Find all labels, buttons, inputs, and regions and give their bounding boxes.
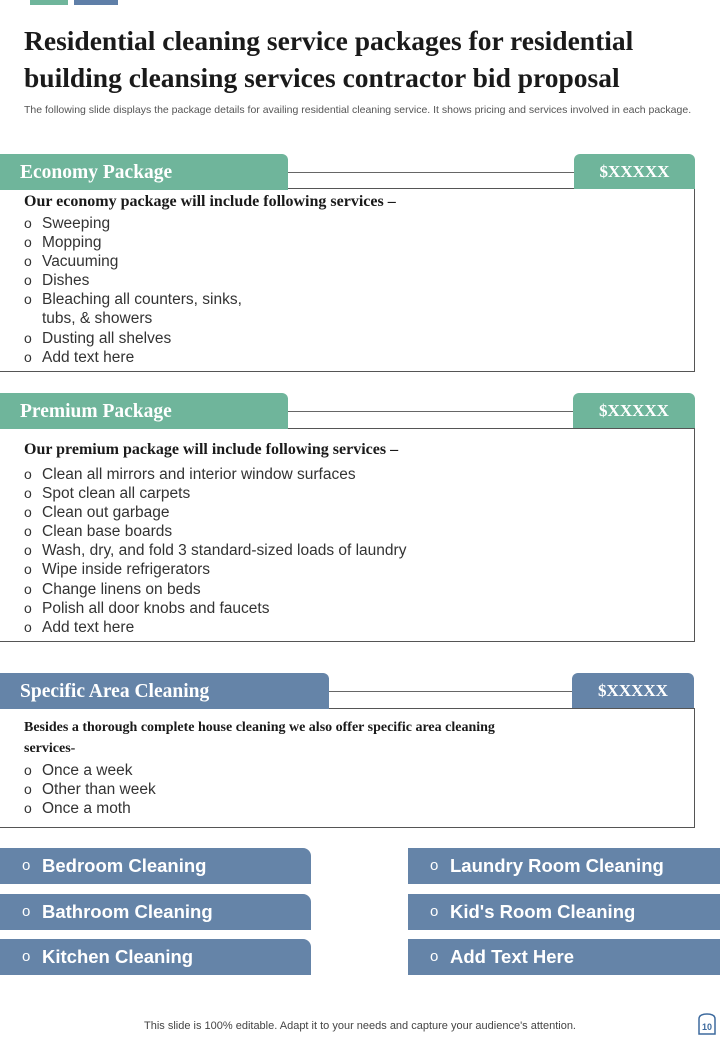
specific-connector <box>329 691 572 692</box>
area-label: Kitchen Cleaning <box>42 946 194 967</box>
list-item: o Clean out garbage <box>24 503 406 522</box>
area-pill-kids-room: o Kid's Room Cleaning <box>408 894 720 930</box>
list-item: o Add text here <box>24 618 406 637</box>
list-item: o Bleaching all counters, sinks, tubs, & showers <box>24 290 274 328</box>
economy-price: $XXXXX <box>574 154 695 189</box>
area-label: Laundry Room Cleaning <box>450 855 664 876</box>
area-pill-add-text: o Add Text Here <box>408 939 720 975</box>
specific-price: $XXXXX <box>572 673 694 708</box>
premium-package-header: Premium Package <box>0 393 288 429</box>
area-pill-laundry: o Laundry Room Cleaning <box>408 848 720 884</box>
area-pill-bedroom: o Bedroom Cleaning <box>0 848 311 884</box>
economy-package-header: Economy Package <box>0 154 288 190</box>
list-item: o Change linens on beds <box>24 580 406 599</box>
list-item: o Clean base boards <box>24 522 406 541</box>
list-item: o Wipe inside refrigerators <box>24 560 406 579</box>
list-item: o Sweeping <box>24 214 274 233</box>
area-label: Kid's Room Cleaning <box>450 901 636 922</box>
area-label: Bathroom Cleaning <box>42 901 213 922</box>
list-item: o Vacuuming <box>24 252 274 271</box>
top-accent-green <box>30 0 68 5</box>
premium-intro: Our premium package will include following services – <box>24 441 399 458</box>
premium-price: $XXXXX <box>573 393 695 428</box>
list-item: o Other than week <box>24 780 156 799</box>
page-subtitle: The following slide displays the package details for availing residential cleaning service. It shows pricing and services involved in each package. <box>24 104 692 116</box>
premium-services-list <box>24 465 406 637</box>
footer-note: This slide is 100% editable. Adapt it to your needs and capture your audience's attention. <box>144 1020 576 1032</box>
list-item: o Polish all door knobs and faucets <box>24 599 406 618</box>
area-pill-kitchen: o Kitchen Cleaning <box>0 939 311 975</box>
specific-intro: Besides a thorough complete house cleaning we also offer specific area cleaning services- <box>24 720 495 756</box>
premium-connector <box>288 411 574 412</box>
list-item: o Clean all mirrors and interior window surfaces <box>24 465 406 484</box>
page-number-badge <box>697 1012 717 1036</box>
specific-area-header: Specific Area Cleaning <box>0 673 329 709</box>
list-item: o Spot clean all carpets <box>24 484 406 503</box>
list-item: o Once a week <box>24 761 156 780</box>
economy-intro: Our economy package will include following services – <box>24 193 396 210</box>
list-item: o Wash, dry, and fold 3 standard-sized loads of laundry <box>24 541 406 560</box>
top-accent-blue <box>74 0 118 5</box>
page-title: Residential cleaning service packages for residential building cleansing services contractor bid proposal <box>24 25 634 93</box>
list-item: o Dishes <box>24 271 274 290</box>
specific-frequency-list <box>24 761 156 818</box>
economy-connector <box>288 172 574 173</box>
list-item: o Dusting all shelves <box>24 329 274 348</box>
area-label: Bedroom Cleaning <box>42 855 207 876</box>
list-item: o Once a moth <box>24 799 156 818</box>
area-label: Add Text Here <box>450 946 575 967</box>
page-number: 10 <box>701 1022 712 1032</box>
economy-services-list <box>24 214 274 367</box>
list-item: o Add text here <box>24 348 274 367</box>
area-pill-bathroom: o Bathroom Cleaning <box>0 894 311 930</box>
list-item: o Mopping <box>24 233 274 252</box>
